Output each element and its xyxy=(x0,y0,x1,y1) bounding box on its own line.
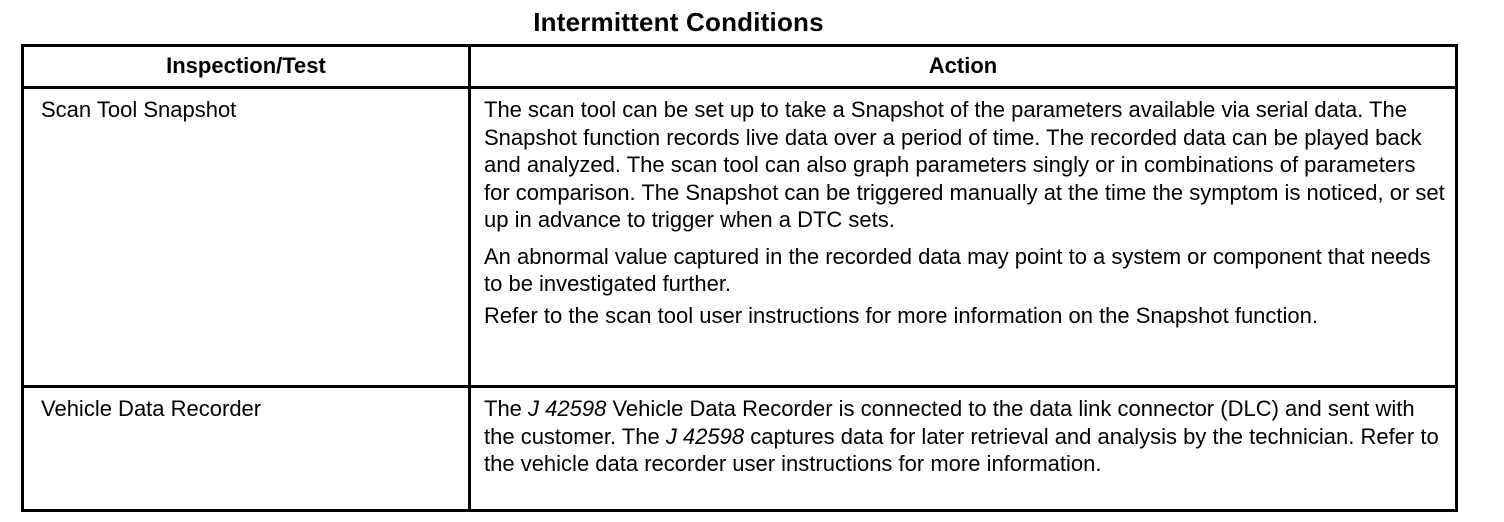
column-header-inspection-test: Inspection/Test xyxy=(23,46,470,88)
tool-number: J 42598 xyxy=(528,396,607,421)
column-header-action: Action xyxy=(470,46,1457,88)
inspection-test-cell: Vehicle Data Recorder xyxy=(23,387,470,511)
action-paragraph: An abnormal value captured in the recorded data may point to a system or component that needs to be investigated further. xyxy=(484,243,1431,296)
action-cell xyxy=(470,387,1457,511)
action-text: The xyxy=(484,396,529,421)
page-title: Intermittent Conditions xyxy=(533,7,824,37)
intermittent-conditions-table xyxy=(21,44,1458,512)
action-text: captures data for later retrieval and analysis by the technician. Refer to the vehicle data recorder user instructions for more information. xyxy=(484,423,1439,476)
table-row xyxy=(23,88,1457,387)
action-text: Vehicle Data Recorder is connected to the data link connector (DLC) and sent with the customer. The xyxy=(484,396,1415,449)
action-paragraph: The scan tool can be set up to take a Snapshot of the parameters available via serial data. The Snapshot function records live data over a period of time. The recorded data can be played back and analyzed. The scan tool can also graph parameters singly or in combinations of parameters for comparison. The Snapshot can be triggered manually at the time the symptom is noticed, or set up in advance to trigger when a DTC sets. xyxy=(484,97,1445,232)
tool-number: J 42598 xyxy=(665,423,745,449)
inspection-test-cell: Scan Tool Snapshot xyxy=(23,88,470,387)
table-header-row xyxy=(23,46,1457,88)
table-row xyxy=(23,387,1457,511)
action-cell xyxy=(470,88,1457,387)
action-paragraph xyxy=(484,395,1445,478)
action-paragraph: Refer to the scan tool user instructions for more information on the Snapshot function. xyxy=(484,302,1319,328)
